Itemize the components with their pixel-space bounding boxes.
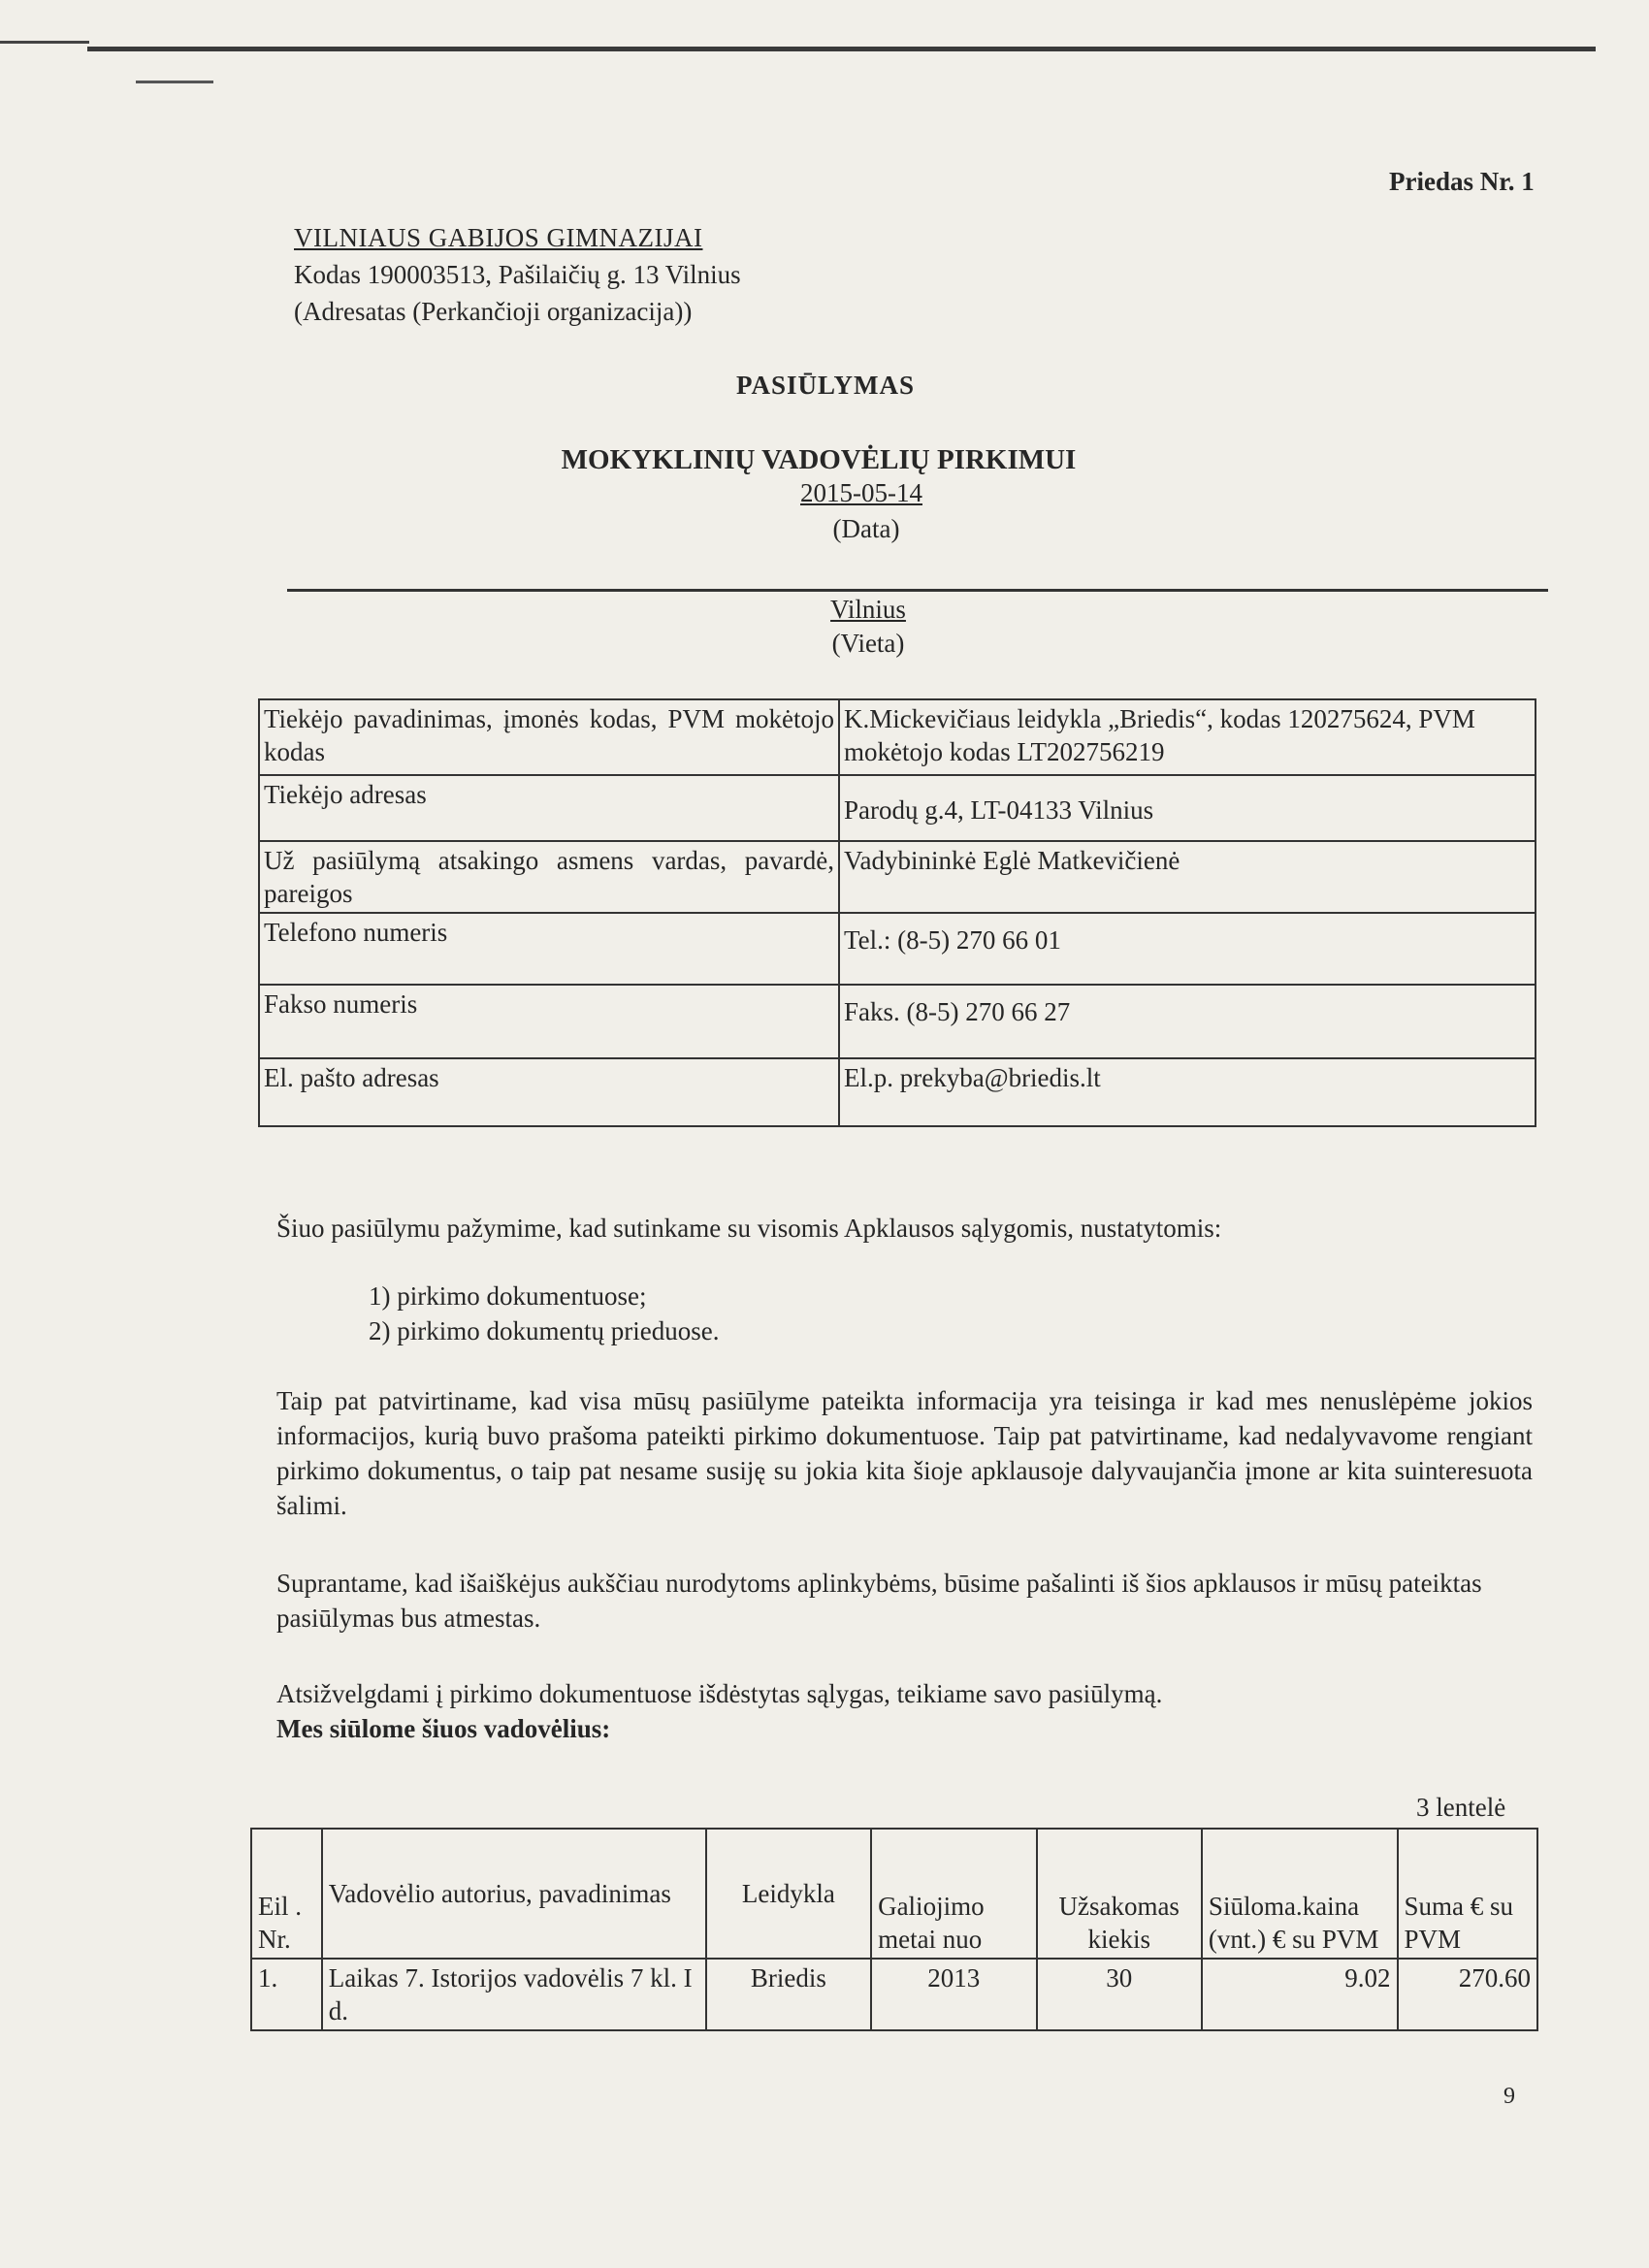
col-header-title: Vadovėlio autorius, pavadinimas: [322, 1829, 706, 1959]
document-subject: MOKYKLINIŲ VADOVĖLIŲ PIRKIMUI: [561, 444, 1077, 475]
place-caption: (Vieta): [831, 629, 905, 658]
responsible-person-label: Už pasiūlymą atsakingo asmens vardas, pavardė, pareigos: [259, 841, 839, 913]
cell-publisher: Briedis: [706, 1959, 871, 2030]
fax-value: Faks. (8-5) 270 66 27: [839, 985, 1536, 1058]
scan-mark: [0, 41, 89, 44]
page-number: 9: [1504, 2084, 1515, 2109]
date-caption: (Data): [832, 514, 900, 543]
cell-total: 270.60: [1398, 1959, 1537, 2030]
price-table: [250, 1828, 1538, 2031]
col-header-unit-price: Siūloma.kaina (vnt.) € su PVM: [1202, 1829, 1398, 1959]
supplier-name-value: K.Mickevičiaus leidykla „Briedis“, kodas 120275624, PVM mokėtojo kodas LT202756219: [839, 699, 1536, 775]
col-header-quantity: Užsakomas kiekis: [1037, 1829, 1202, 1959]
phone-value: Tel.: (8-5) 270 66 01: [839, 913, 1536, 985]
email-label: El. pašto adresas: [259, 1058, 839, 1126]
list-item: 2) pirkimo dokumentų prieduose.: [369, 1316, 720, 1345]
supplier-info-table: [258, 698, 1536, 1127]
list-item: 1) pirkimo dokumentuose;: [369, 1281, 647, 1311]
table-header-row: [251, 1829, 1537, 1959]
recipient-name: VILNIAUS GABIJOS GIMNAZIJAI: [294, 223, 703, 252]
cell-unit-price: 9.02: [1202, 1959, 1398, 2030]
offer-heading: Mes siūlome šiuos vadovėlius:: [276, 1714, 611, 1743]
confirmation-paragraph: Taip pat patvirtiname, kad visa mūsų pasiūlyme pateikta informacija yra teisinga ir kad mes nenuslėpėme jokios informacijos, kurią buvo prašoma pateikti pirkimo dokumentuose. Taip pat patvirtiname, kad nedalyvavome rengiant pirkimo dokumentus, o taip pat nesame susiję su jokia kita šioje apklausoje dalyvaujančia įmone ar kita suinteresuota šalimi.: [276, 1386, 1533, 1520]
document-date: 2015-05-14: [800, 478, 922, 507]
table-row: [259, 841, 1536, 913]
table-row: [259, 985, 1536, 1058]
recipient-block: [294, 219, 741, 330]
cell-quantity: 30: [1037, 1959, 1202, 2030]
conditions-list: [369, 1279, 719, 1348]
document-title: PASIŪLYMAS: [735, 371, 916, 400]
email-value: El.p. prekyba@briedis.lt: [839, 1058, 1536, 1126]
cell-title: Laikas 7. Istorijos vadovėlis 7 kl. I d.: [322, 1959, 706, 2030]
table-caption: 3 lentelė: [1416, 1793, 1506, 1822]
fax-label: Fakso numeris: [259, 985, 839, 1058]
col-header-publisher: Leidykla: [706, 1829, 871, 1959]
supplier-address-label: Tiekėjo adresas: [259, 775, 839, 841]
exclusion-paragraph: Suprantame, kad išaiškėjus aukščiau nurodytoms aplinkybėms, būsime pašalinti iš šios apklausos ir mūsų pateiktas pasiūlymas bus atmestas.: [276, 1569, 1482, 1633]
supplier-address-value: Parodų g.4, LT-04133 Vilnius: [839, 775, 1536, 841]
col-header-no: Eil . Nr.: [251, 1829, 322, 1959]
supplier-name-label: Tiekėjo pavadinimas, įmonės kodas, PVM mokėtojo kodas: [259, 699, 839, 775]
responsible-person-value: Vadybininkė Eglė Matkevičienė: [839, 841, 1536, 913]
table-row: [259, 775, 1536, 841]
cell-no: 1.: [251, 1959, 322, 2030]
intro-paragraph: Šiuo pasiūlymu pažymime, kad sutinkame su visomis Apklausos sąlygomis, nustatytomis:: [276, 1214, 1222, 1243]
table-row: [251, 1959, 1537, 2030]
scan-edge-line: [87, 47, 1596, 51]
table-row: [259, 913, 1536, 985]
col-header-total: Suma € su PVM: [1398, 1829, 1537, 1959]
offer-intro: Atsižvelgdami į pirkimo dokumentuose išdėstytas sąlygas, teikiame savo pasiūlymą.: [276, 1679, 1163, 1708]
horizontal-rule: [287, 589, 1548, 592]
phone-label: Telefono numeris: [259, 913, 839, 985]
document-place: Vilnius: [830, 595, 906, 624]
offer-paragraph: [276, 1676, 1533, 1746]
table-row: [259, 1058, 1536, 1126]
scan-mark: [136, 81, 213, 83]
appendix-label: Priedas Nr. 1: [1389, 167, 1535, 196]
recipient-role: (Adresatas (Perkančioji organizacija)): [294, 297, 693, 326]
col-header-valid-from: Galiojimo metai nuo: [871, 1829, 1036, 1959]
recipient-code-address: Kodas 190003513, Pašilaičių g. 13 Vilnius: [294, 260, 741, 289]
table-row: [259, 699, 1536, 775]
cell-valid-from: 2013: [871, 1959, 1036, 2030]
